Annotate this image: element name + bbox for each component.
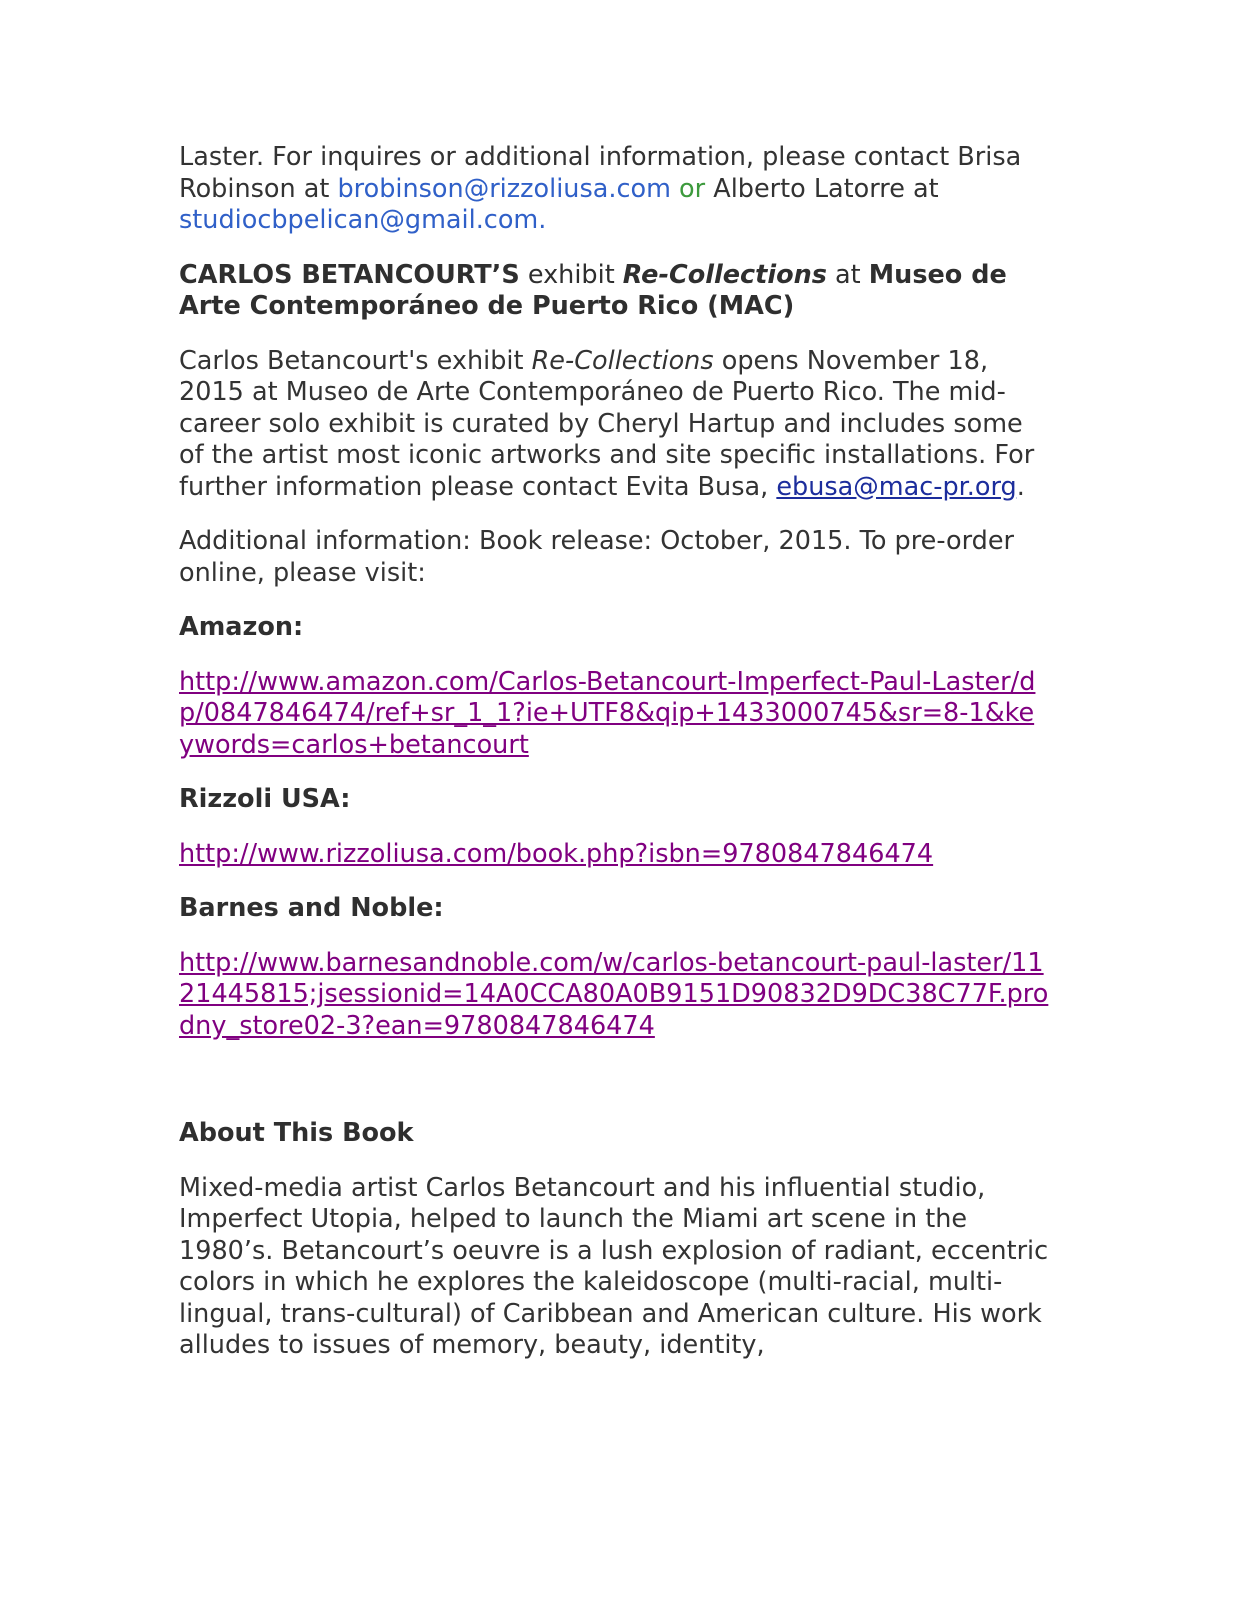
or-text: or xyxy=(670,173,714,204)
email-link-studiocbpelican[interactable]: studiocbpelican@gmail.com xyxy=(179,205,539,235)
intro-text-2: Alberto Latorre at xyxy=(713,173,939,204)
intro-text-1: Laster. For inquires or additional information, please contact Brisa Robinson at xyxy=(179,142,1022,204)
exhibit-heading-word-at: at xyxy=(826,259,869,290)
exhibit-heading xyxy=(179,260,1049,323)
exhibit-title: Re-Collections xyxy=(531,345,714,376)
exhibit-text-1: Carlos Betancourt's exhibit xyxy=(179,345,532,376)
exhibit-heading-name: CARLOS BETANCOURT’S xyxy=(179,259,520,290)
store-link-rizzoli[interactable]: http://www.rizzoliusa.com/book.php?isbn=9780847846474 xyxy=(179,838,934,869)
store-link-barnes-noble[interactable]: http://www.barnesandnoble.com/w/carlos-betancourt-paul-laster/1121445815;jsessionid=14A0CCA80A0B9151D90832D9DC38C77F.prodny_store02-3?ean=9780847846474 xyxy=(179,947,1049,1041)
exhibit-period: . xyxy=(1016,471,1025,502)
store-label-amazon: Amazon: xyxy=(179,612,304,642)
exhibit-heading-venue: Museo de Arte Contemporáneo de Puerto Rico (MAC) xyxy=(179,259,1007,321)
store-label-barnes-noble: Barnes and Noble: xyxy=(179,893,444,923)
about-heading: About This Book xyxy=(179,1118,414,1148)
intro-period: . xyxy=(538,205,547,235)
store-link-amazon[interactable]: http://www.amazon.com/Carlos-Betancourt-Imperfect-Paul-Laster/dp/0847846474/ref+sr_1_1?ie+UTF8&qip+1433000745&sr=8-1&keywords=carlos+betancourt xyxy=(179,666,1036,760)
document-page xyxy=(179,142,1049,1362)
additional-info: Additional information: Book release: October, 2015. To pre-order online, please visit: xyxy=(179,526,1015,588)
email-link-ebusa[interactable]: ebusa@mac-pr.org xyxy=(776,471,1017,502)
exhibit-text-2: opens November 18, 2015 at Museo de Arte Contemporáneo de Puerto Rico. The mid-career solo exhibit is curated by Cheryl Hartup and includes some of the artist most iconic artworks and site specific installations. For further information please contact Evita Busa, xyxy=(179,345,1035,502)
exhibit-paragraph xyxy=(179,346,1049,504)
store-label-rizzoli: Rizzoli USA: xyxy=(179,784,351,814)
about-body: Mixed-media artist Carlos Betancourt and his influential studio, Imperfect Utopia, helped to launch the Miami art scene in the 1980’s. Betancourt’s oeuvre is a lush explosion of radiant, eccentric colors in which he explores the kaleidoscope (multi-racial, multi-lingual, trans-cultural) of Caribbean and American culture. His work alludes to issues of memory, beauty, identity, xyxy=(179,1172,1049,1360)
email-link-brobinson[interactable]: brobinson@rizzoliusa.com xyxy=(337,173,671,204)
exhibit-heading-title: Re-Collections xyxy=(622,259,827,290)
intro-paragraph xyxy=(179,142,1049,237)
exhibit-heading-word-exhibit: exhibit xyxy=(519,259,623,290)
